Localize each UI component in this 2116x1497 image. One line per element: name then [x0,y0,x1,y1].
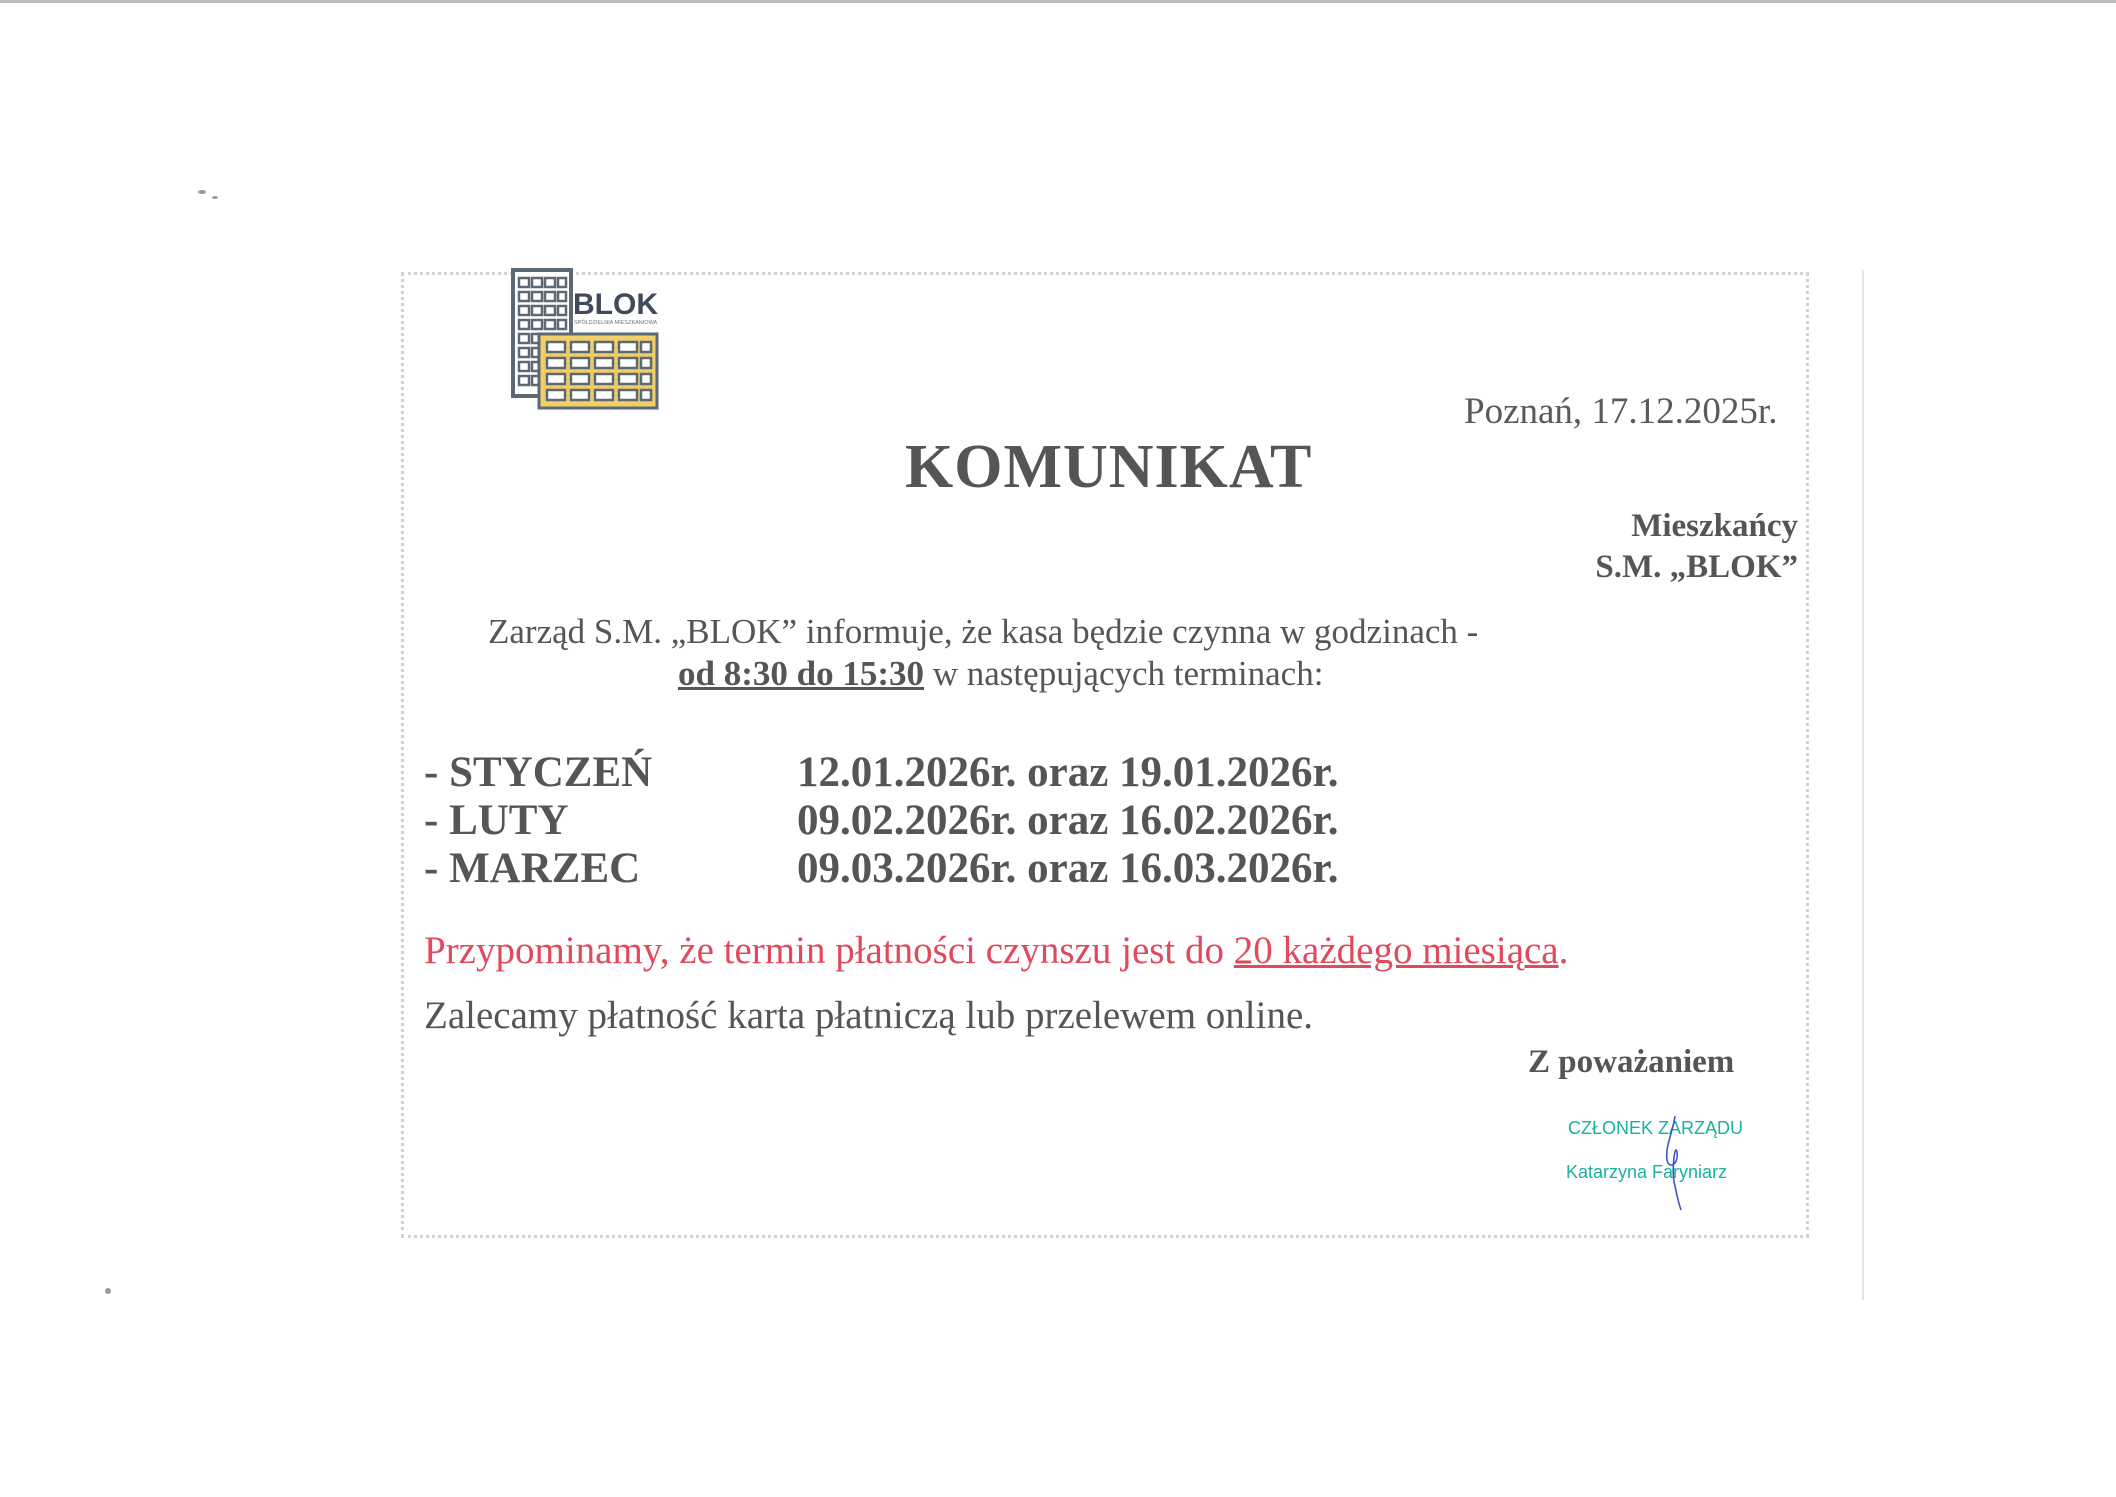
schedule-dates: 12.01.2026r. oraz 19.01.2026r. [797,749,1339,796]
place-date: Poznań, 17.12.2025r. [1464,391,1778,432]
signature-name-stamp: Katarzyna Faryniarz [1566,1162,1728,1182]
schedule-dates: 09.03.2026r. oraz 16.03.2026r. [797,845,1339,892]
intro-line-2-rest: w następujących terminach: [924,654,1324,693]
recipient-line-2: S.M. „BLOK” [1595,549,1798,585]
schedule-month: - MARZEC [424,845,641,892]
schedule-dates: 09.02.2026r. oraz 16.02.2026r. [797,797,1339,844]
scan-speck [198,190,206,194]
reminder-prefix: Przypominamy, że termin płatności czynszu jest do [424,929,1234,972]
payment-recommendation: Zalecamy płatność karta płatniczą lub przelewem online. [424,994,1314,1037]
handwritten-signature-icon [1655,1112,1695,1212]
recipient-block [1595,506,1798,588]
scan-speck [212,196,218,199]
scan-speck [105,1288,111,1294]
reminder-suffix: . [1558,929,1569,972]
scan-edge-right [1862,270,1864,1300]
payment-reminder [424,928,1568,973]
blok-logo [511,268,661,413]
logo-brand-text: BLOK [573,288,658,321]
schedule-month: - STYCZEŃ [424,749,653,796]
reminder-deadline: 20 każdego miesiąca [1233,929,1559,972]
intro-line-2 [678,654,1323,694]
signature-role-stamp: CZŁONEK ZARZĄDU [1568,1118,1744,1138]
recipient-line-1: Mieszkańcy [1631,508,1798,544]
logo-tagline-text: SPÓŁDZIELNIA MIESZKANIOWA [574,320,658,326]
notice-title: KOMUNIKAT [905,433,1313,501]
scan-edge-top [0,0,2116,3]
opening-hours: od 8:30 do 15:30 [678,654,924,693]
schedule-month: - LUTY [424,797,569,844]
intro-line-1: Zarząd S.M. „BLOK” informuje, że kasa będzie czynna w godzinach - [488,612,1479,651]
low-building-icon [539,334,657,408]
closing-salutation: Z poważaniem [1528,1044,1735,1080]
